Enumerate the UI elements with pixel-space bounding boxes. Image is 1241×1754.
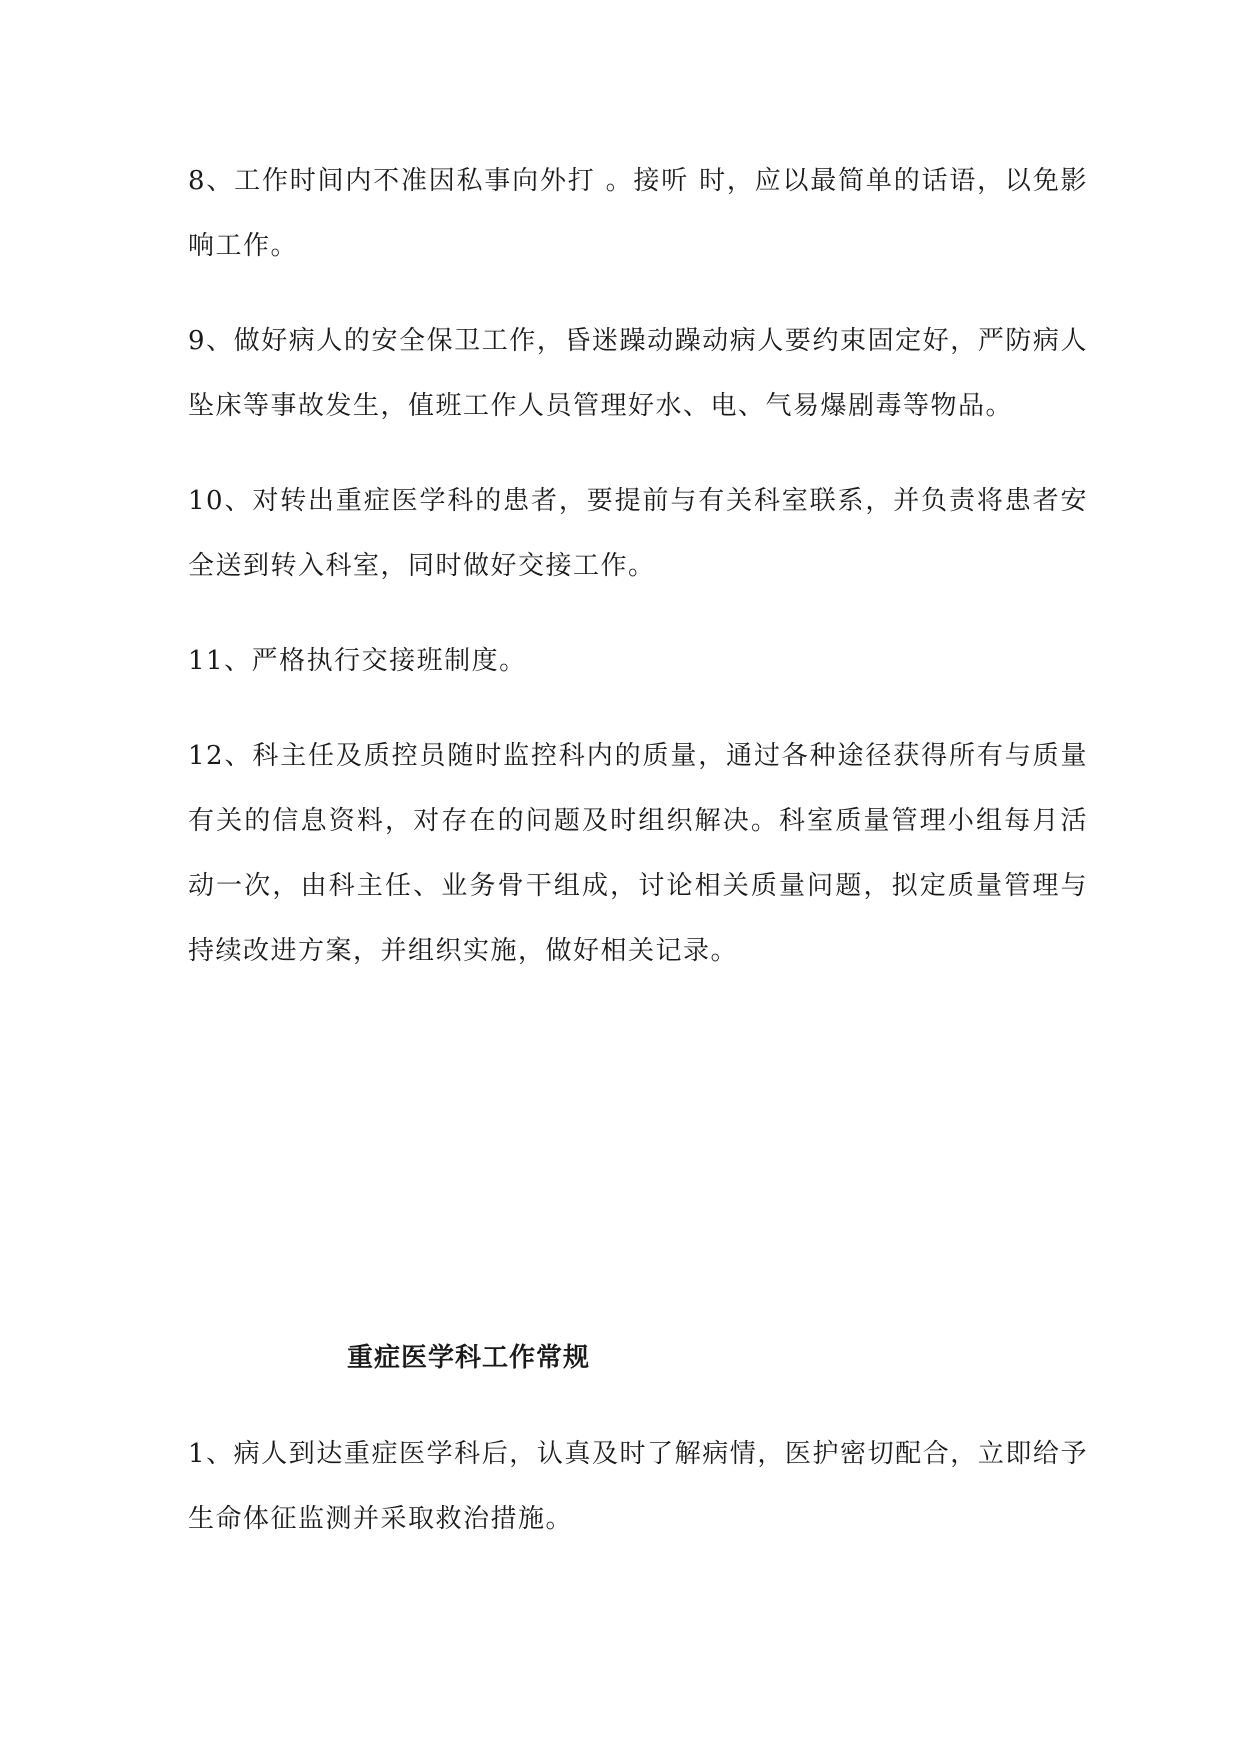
paragraph-rule-8: 8、工作时间内不准因私事向外打 。接听 时，应以最简单的话语，以免影响工作。 [188,166,1088,261]
paragraph-rule-11: 11、严格执行交接班制度。 [188,646,527,676]
paragraph-rule-9: 9、做好病人的安全保卫工作，昏迷躁动躁动病人要约束固定好，严防病人坠床等事故发生，值班工作人员管理好水、电、气易爆剧毒等物品。 [188,326,1088,421]
paragraph-rule-12: 12、科主任及质控员随时监控科内的质量，通过各种途径获得所有与质量有关的信息资料，对存在的问题及时组织解决。科室质量管理小组每月活动一次，由科主任、业务骨干组成，讨论相关质量问题，拟定质量管理与持续改进方案，并组织实施，做好相关记录。 [188,741,1088,966]
paragraph-rule-10: 10、对转出重症医学科的患者，要提前与有关科室联系，并负责将患者安全送到转入科室，同时做好交接工作。 [188,486,1088,581]
section-title: 重症医学科工作常规 [347,1343,591,1373]
paragraph-routine-1: 1、病人到达重症医学科后，认真及时了解病情，医护密切配合，立即给予生命体征监测并采取救治措施。 [188,1439,1088,1534]
